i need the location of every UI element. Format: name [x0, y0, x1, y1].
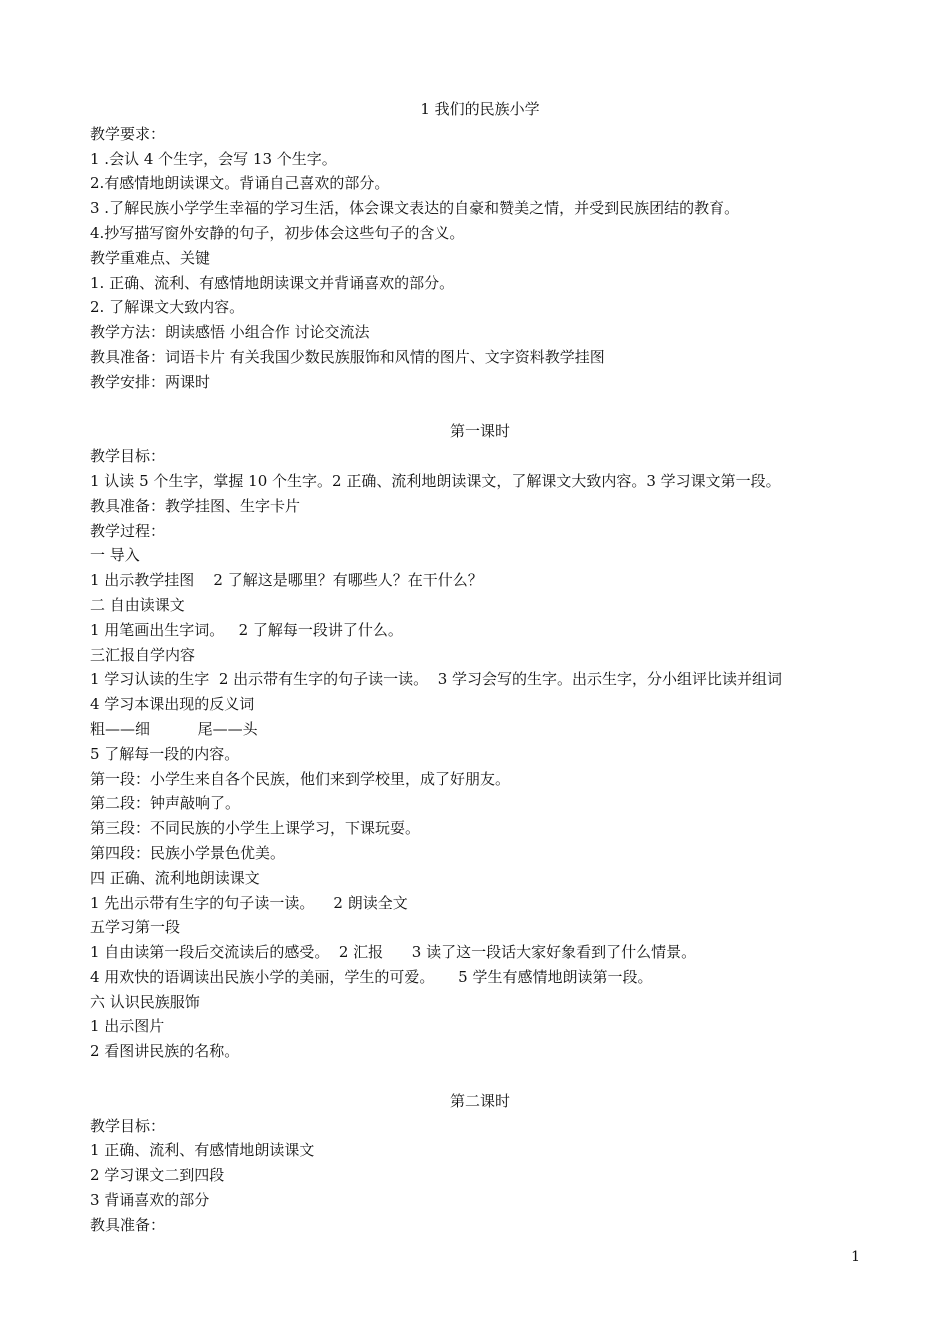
page-number: 1 [851, 1249, 860, 1265]
section-spacer [90, 395, 870, 420]
period1-line: 第三段：不同民族的小学生上课学习，下课玩耍。 [90, 819, 421, 838]
period1-line: 第四段：民族小学景色优美。 [90, 843, 286, 862]
period1-line: 1 自由读第一段后交流读后的感受。 2 汇报 3 读了这一段话大家好象看到了什么情景。 [90, 943, 697, 962]
period2-line: 教学目标： [90, 1116, 166, 1135]
period1-line: 四 正确、流利地朗读课文 [90, 868, 260, 887]
period2-title: 第二课时 [449, 1091, 510, 1110]
period1-line: 六 认识民族服饰 [90, 992, 200, 1011]
period1-line: 1 用笔画出生字词。 2 了解每一段讲了什么。 [90, 620, 403, 639]
period2-line: 1 正确、流利、有感情地朗读课文 [90, 1141, 315, 1160]
period1-line: 二 自由读课文 [90, 595, 185, 614]
requirement-item: 2.有感情地朗读课文。背诵自己喜欢的部分。 [90, 174, 390, 193]
period1-line: 粗——细 尾——头 [90, 719, 258, 738]
period1-title: 第一课时 [449, 422, 510, 441]
section-spacer [90, 1064, 870, 1089]
period1-line: 4 用欢快的语调读出民族小学的美丽，学生的可爱。 5 学生有感情地朗读第一段。 [90, 967, 653, 986]
document-body [90, 97, 870, 1238]
period1-line: 五学习第一段 [90, 918, 181, 937]
period1-line: 第一段：小学生来自各个民族，他们来到学校里，成了好朋友。 [90, 769, 511, 788]
period1-line: 4 学习本课出现的反义词 [90, 695, 255, 714]
period1-line: 1 认读 5 个生字，掌握 10 个生字。2 正确、流利地朗读课文，了解课文大致内容。3 学习课文第一段。 [90, 471, 781, 490]
requirements-heading: 教学要求： [90, 124, 166, 143]
period1-line: 2 看图讲民族的名称。 [90, 1042, 240, 1061]
period1-line: 1 先出示带有生字的句子读一读。 2 朗读全文 [90, 893, 408, 912]
requirement-item: 1 .会认 4 个生字，会写 13 个生字。 [90, 149, 337, 168]
lesson-title: 1 我们的民族小学 [420, 100, 540, 118]
teaching-aids: 教具准备：词语卡片 有关我国少数民族服饰和风情的图片、文字资料教学挂图 [90, 347, 605, 366]
teaching-schedule: 教学安排：两课时 [90, 372, 211, 391]
key-point-item: 2. 了解课文大致内容。 [90, 298, 245, 317]
teaching-method: 教学方法：朗读感悟 小组合作 讨论交流法 [90, 323, 370, 342]
period1-line: 1 出示图片 [90, 1017, 165, 1036]
period2-line: 2 学习课文二到四段 [90, 1166, 225, 1185]
period2-line: 教具准备： [90, 1215, 166, 1234]
period1-line: 教具准备：教学挂图、生字卡片 [90, 496, 301, 515]
period1-line: 三汇报自学内容 [90, 645, 196, 664]
period1-line: 一 导入 [90, 546, 140, 565]
requirement-item: 4.抄写描写窗外安静的句子，初步体会这些句子的含义。 [90, 223, 465, 242]
requirement-item: 3 .了解民族小学学生幸福的学习生活，体会课文表达的自豪和赞美之情，并受到民族团结的教育。 [90, 199, 740, 218]
period1-line: 5 了解每一段的内容。 [90, 744, 240, 763]
key-points-heading: 教学重难点、关键 [90, 248, 211, 267]
period1-line: 1 出示教学挂图 2 了解这是哪里？有哪些人？在干什么？ [90, 571, 483, 590]
period1-line: 1 学习认读的生字 2 出示带有生字的句子读一读。 3 学习会写的生字。出示生字，分小组评比读并组词 [90, 670, 783, 689]
period1-line: 教学过程： [90, 521, 166, 540]
period1-line: 第二段：钟声敲响了。 [90, 794, 241, 813]
period2-line: 3 背诵喜欢的部分 [90, 1191, 210, 1210]
key-point-item: 1. 正确、流利、有感情地朗读课文并背诵喜欢的部分。 [90, 273, 455, 292]
period1-line: 教学目标： [90, 447, 166, 466]
